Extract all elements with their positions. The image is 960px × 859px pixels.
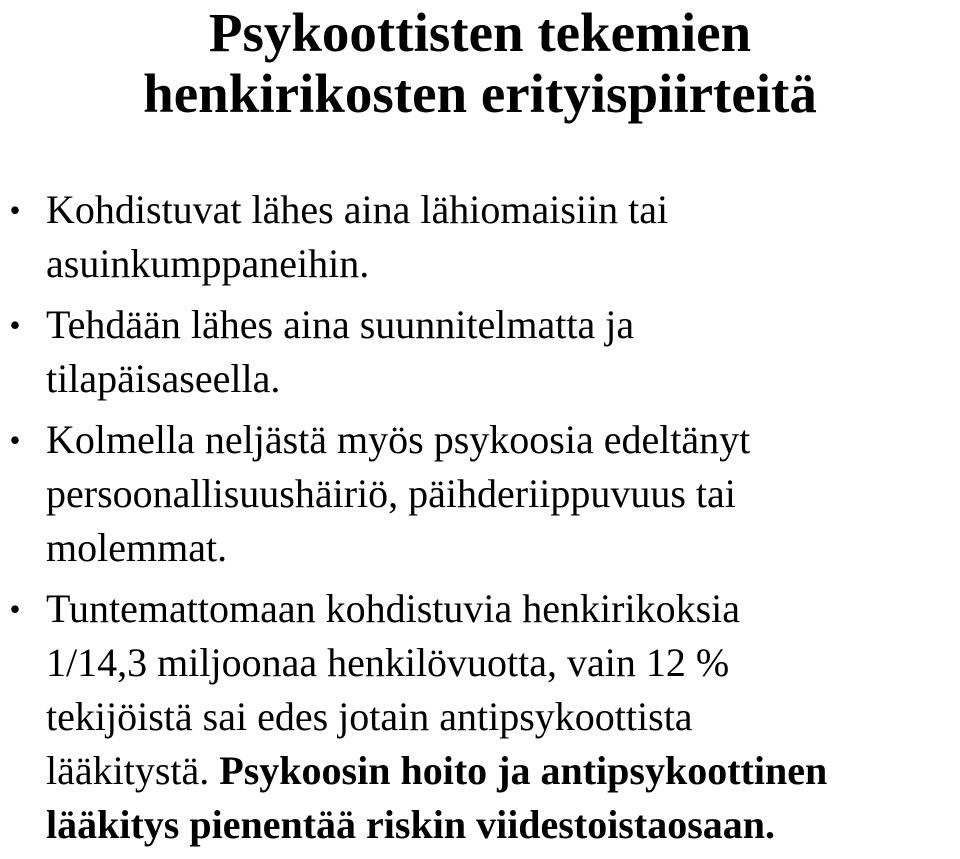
bullet-line: tekijöistä sai edes jotain antipsykoottista <box>46 694 693 739</box>
title-line-1: Psykoottisten tekemien <box>208 2 752 63</box>
bullet-item-1 <box>0 183 960 291</box>
bullet-text <box>46 183 960 291</box>
bullet-line: Kolmella neljästä myös psykoosia edeltänyt <box>46 417 751 462</box>
bullet-line: asuinkumppaneihin. <box>46 241 370 286</box>
bullet-text-emphasis: Psykoosin hoito ja antipsykoottinen <box>219 748 828 793</box>
bullet-line: 1/14,3 miljoonaa henkilövuotta, vain 12 % <box>46 640 730 685</box>
bullet-dot-icon: • <box>9 307 21 343</box>
bullet-item-2 <box>0 298 960 406</box>
bullet-text-plain: lääkitystä. <box>46 748 220 793</box>
bullet-line: Kohdistuvat lähes aina lähiomaisiin tai <box>46 187 669 232</box>
bullet-text <box>46 298 960 406</box>
bullet-item-4 <box>0 582 960 852</box>
bullet-line: molemmat. <box>46 525 228 570</box>
bullet-line: Tehdään lähes aina suunnitelmatta ja <box>46 302 635 347</box>
bullet-line: persoonallisuushäiriö, päihderiippuvuus tai <box>46 471 736 516</box>
bullet-dot-icon: • <box>9 591 21 627</box>
slide-title <box>0 2 960 124</box>
bullet-dot-icon: • <box>9 422 21 458</box>
bullet-line-mixed <box>46 744 960 798</box>
bullet-dot-icon: • <box>9 192 21 228</box>
bullet-text <box>46 582 960 852</box>
bullet-line: tilapäisaseella. <box>46 356 281 401</box>
bullet-item-3 <box>0 413 960 575</box>
title-line-2: henkirikosten erityispiirteitä <box>143 63 817 124</box>
bullet-list <box>0 183 960 859</box>
bullet-line: Tuntemattomaan kohdistuvia henkirikoksia <box>46 586 741 631</box>
bullet-line-emphasis: lääkitys pienentää riskin viidestoistaosaan. <box>46 802 776 847</box>
bullet-text <box>46 413 960 575</box>
